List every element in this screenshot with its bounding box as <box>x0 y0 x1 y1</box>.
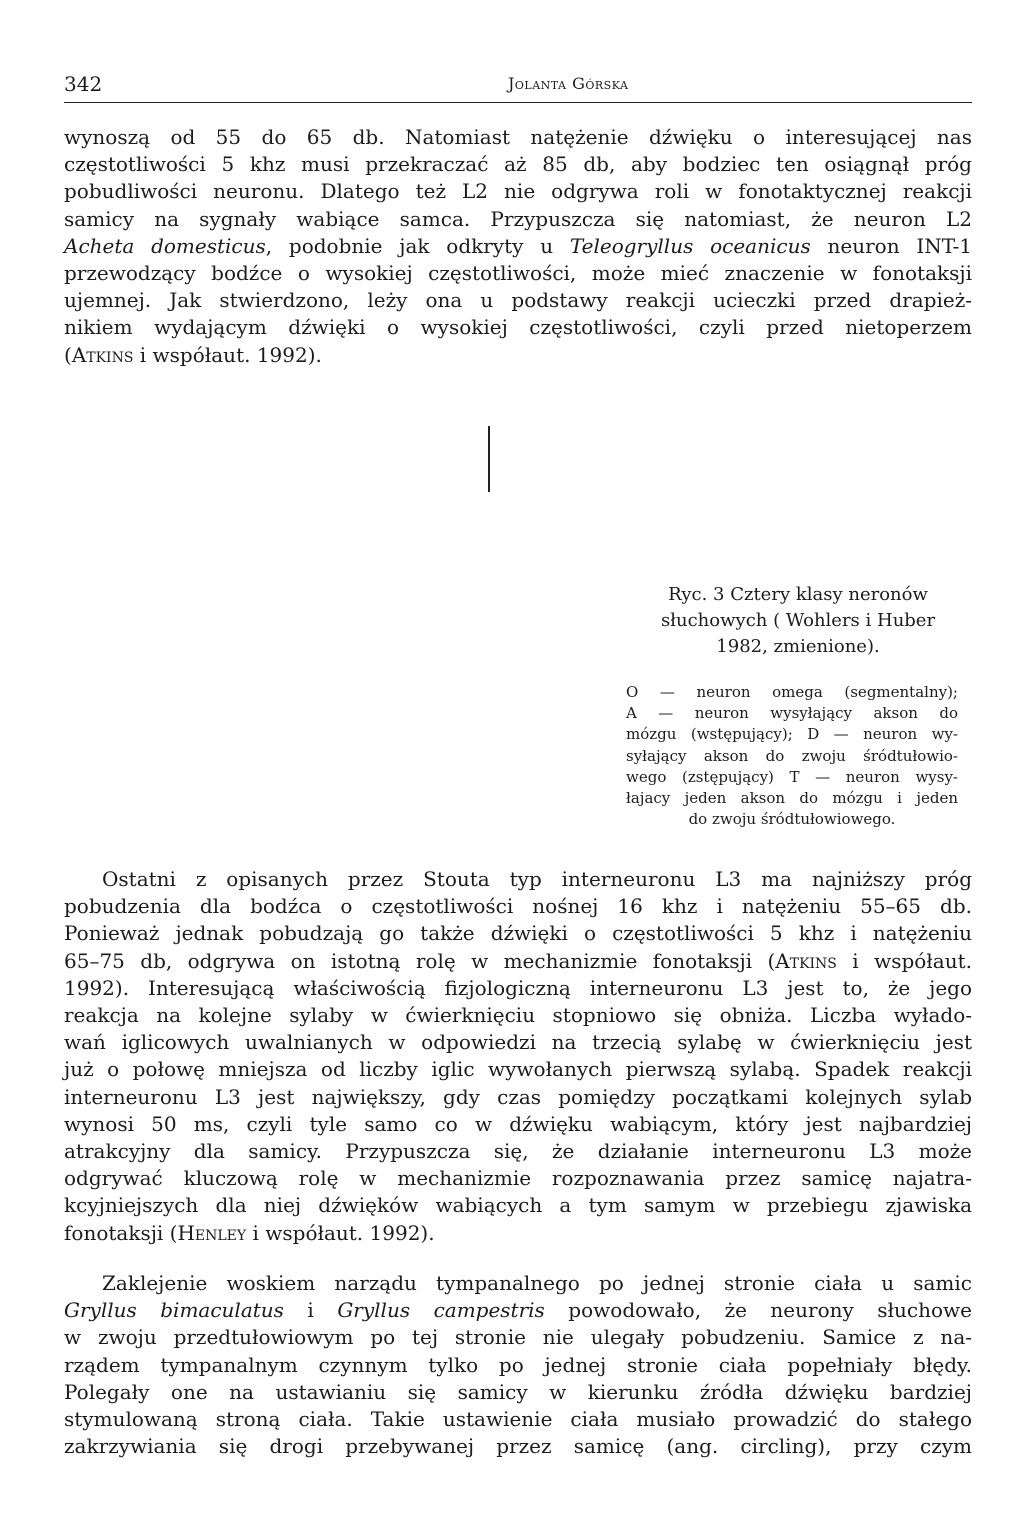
text-line: wynoszą od 55 do 65 db. Natomiast natężenie dźwięku o interesującej nas <box>64 125 972 149</box>
figure-graphic-fragment <box>488 426 490 492</box>
text-fragment: , podobnie jak odkryty u <box>265 233 570 258</box>
text-line: ujemnej. Jak stwierdzono, leży ona u podstawy reakcji ucieczki przed drapież- <box>64 288 972 313</box>
legend-line: O — neuron omega (segmentalny); <box>626 683 958 701</box>
text-line: Gryllus bimaculatus i Gryllus campestris powodowało, że neurony słuchowe <box>64 1298 972 1323</box>
legend-line: do zwoju śródtułowiowego. <box>688 810 896 829</box>
text-line-species <box>64 233 972 260</box>
text-fragment: Ostatni z opisanych przez Stouta typ interneuronu L3 ma najniższy próg <box>102 867 972 891</box>
species-name: Acheta domesticus <box>64 233 266 258</box>
caption-line: Ryc. 3 Cztery klasy neronów <box>668 584 928 605</box>
legend-line: A — neuron wysyłający akson do <box>626 704 958 723</box>
citation-author: Atkins <box>71 342 134 367</box>
text-line: wań iglicowych uwalnianych w odpowiedzi na trzecią sylabę w ćwierknięciu jest <box>64 1030 972 1055</box>
text-line: Ponieważ jednak pobudzają go także dźwięki o częstotliwości 5 khz i natężeniu <box>64 921 972 946</box>
citation-rest: i współaut. 1992). <box>133 342 322 367</box>
species-name: Teleogryllus oceanicus <box>569 233 811 258</box>
running-head: Jolanta Górska <box>508 74 629 93</box>
text-line: kcyjniejszych dla niej dźwięków wabiących a tym samym w przebiegu zjawiska <box>64 1193 972 1218</box>
page-number: 342 <box>64 72 103 96</box>
text-line: rządem tympanalnym czynnym tylko po jednej stronie ciała popełniały błędy. <box>64 1352 972 1377</box>
figure-caption-legend <box>626 682 958 830</box>
text-fragment: Zaklejenie woskiem narządu tympanalnego po jednej stronie ciała u samic <box>102 1271 972 1295</box>
text-line: odgrywać kluczową rolę w mechanizmie rozpoznawania przez samicę najatra- <box>64 1166 972 1191</box>
text-line: pobudzenia dla bodźca o częstotliwości nośnej 16 khz i natężeniu 55–65 db. <box>64 894 972 919</box>
text-line: 1992). Interesującą właściwością fizjologiczną interneuronu L3 jest to, że jego <box>64 975 972 1000</box>
caption-line: słuchowych ( Wohlers i Huber <box>660 610 936 631</box>
legend-line: mózgu (wstępujący); D — neuron wy- <box>626 725 958 744</box>
text-line: już o połowę mniejsza od liczby iglic wywołanych pierwszą sylabą. Spadek reakcji <box>64 1057 972 1082</box>
text-line: wynosi 50 ms, czyli tyle samo co w dźwięku wabiącym, który jest najbardziej <box>64 1111 972 1136</box>
text-line <box>64 866 972 893</box>
text-line: Polegały one na ustawianiu się samicy w kierunku źródła dźwięku bardziej <box>64 1379 972 1404</box>
text-line <box>64 1270 972 1297</box>
text-line: atrakcyjny dla samicy. Przypuszcza się, że działanie interneuronu L3 może <box>64 1139 972 1164</box>
text-line: pobudliwości neuronu. Dlatego też L2 nie odgrywa roli w fonotaktycznej reakcji <box>64 179 972 204</box>
text-line: fonotaksji (Henley i współaut. 1992). <box>64 1220 435 1245</box>
citation-line: (Atkins i współaut. 1992). <box>64 342 322 367</box>
figure-caption-title <box>640 582 956 660</box>
legend-line: łajacy jeden akson do mózgu i jeden <box>626 789 958 808</box>
caption-line: 1982, zmienione). <box>716 636 880 657</box>
text-line: zakrzywiania się drogi przebywanej przez samicę (ang. circling), przy czym <box>64 1434 972 1459</box>
page-header <box>64 72 972 103</box>
paragraph-3 <box>64 1270 972 1460</box>
text-line: w zwoju przedtułowiowym po tej stronie nie ulegały pobudzeniu. Samice z na- <box>64 1325 972 1350</box>
text-line: samicy na sygnały wabiące samca. Przypuszcza się natomiast, że neuron L2 <box>64 206 972 231</box>
text-fragment: neuron INT-1 <box>810 233 972 258</box>
paragraph-2 <box>64 866 972 1247</box>
text-line: stymulowaną stroną ciała. Takie ustawienie ciała musiało prowadzić do stałego <box>64 1407 972 1432</box>
text-line: przewodzący bodźce o wysokiej częstotliwości, może mieć znaczenie w fonotaksji <box>64 261 972 286</box>
text-line: reakcja na kolejne sylaby w ćwierknięciu stopniowo się obniża. Liczba wyłado- <box>64 1003 972 1028</box>
paragraph-1 <box>64 124 972 369</box>
legend-line: syłający akson do zwoju śródtułowio- <box>626 746 958 765</box>
text-line: 65–75 db, odgrywa on istotną rolę w mechanizmie fonotaksji (Atkins i współaut. <box>64 948 972 973</box>
text-line: częstotliwości 5 khz musi przekraczać aż 85 db, aby bodziec ten osiągnął próg <box>64 152 972 177</box>
text-line: nikiem wydającym dźwięki o wysokiej częstotliwości, czyli przed nietoperzem <box>64 315 972 340</box>
text-line: interneuronu L3 jest największy, gdy czas pomiędzy początkami kolejnych sylab <box>64 1084 972 1109</box>
legend-line: wego (zstępujący) T — neuron wysy- <box>626 767 958 786</box>
